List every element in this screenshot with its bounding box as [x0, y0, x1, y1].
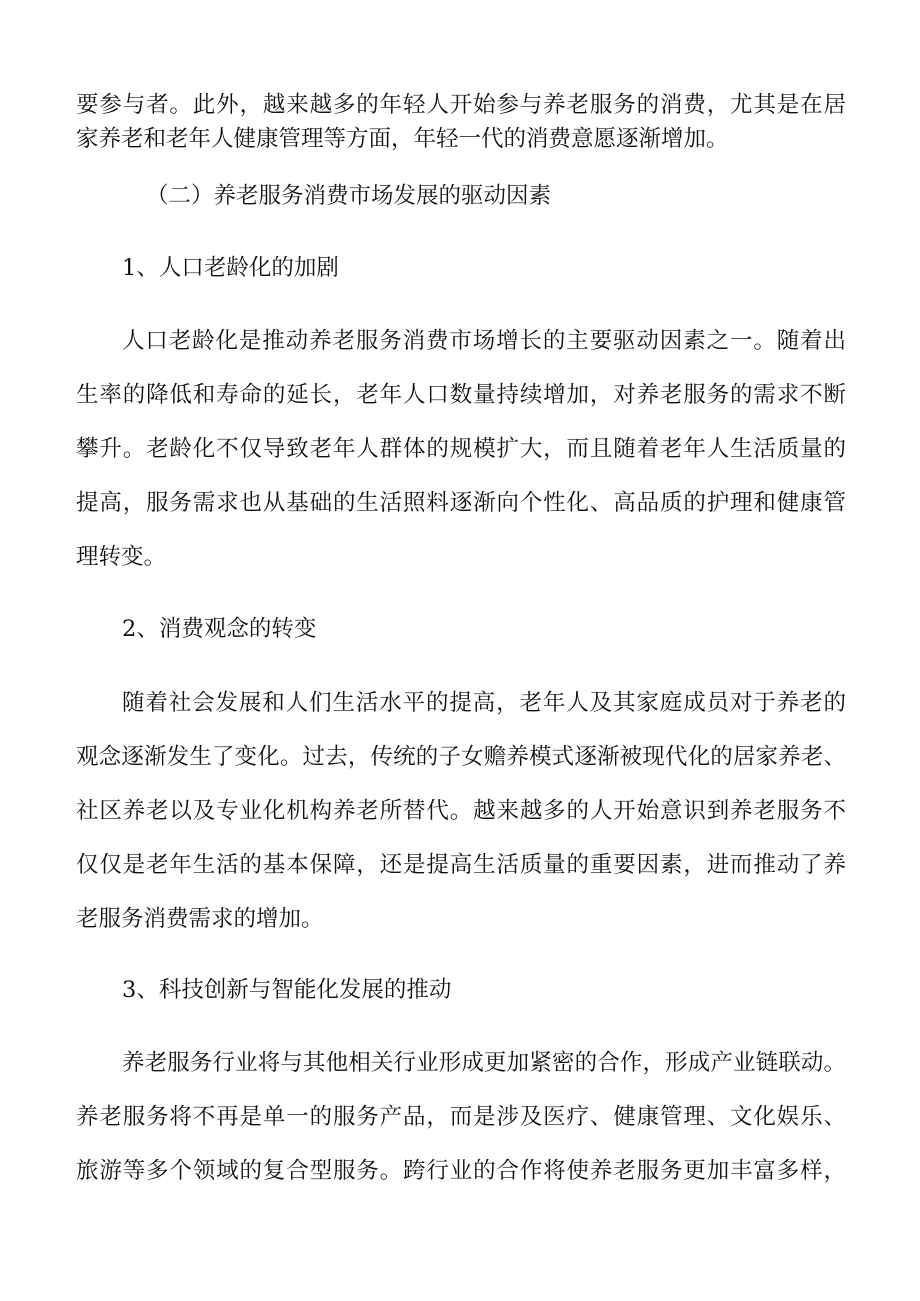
paragraph-line: 理转变。: [76, 544, 167, 570]
paragraph-line: 人口老龄化是推动养老服务消费市场增长的主要驱动因素之一。随着出: [122, 328, 846, 354]
paragraph-line: 社区养老以及专业化机构养老所替代。越来越多的人开始意识到养老服务不: [76, 798, 846, 824]
section-heading: （二）养老服务消费市场发展的驱动因素: [146, 183, 552, 209]
paragraph-line: 生率的降低和寿命的延长，老年人口数量持续增加，对养老服务的需求不断: [76, 382, 846, 408]
paragraph-line: 老服务消费需求的增加。: [76, 906, 324, 932]
paragraph-line: 要参与者。此外，越来越多的年轻人开始参与养老服务的消费，尤其是在居: [76, 92, 846, 118]
paragraph-line: 攀升。老龄化不仅导致老年人群体的规模扩大，而且随着老年人生活质量的: [76, 436, 846, 462]
paragraph-line: 观念逐渐发生了变化。过去，传统的子女赡养模式逐渐被现代化的居家养老、: [76, 744, 846, 770]
paragraph-line: 仅仅是老年生活的基本保障，还是提高生活质量的重要因素，进而推动了养: [76, 852, 846, 878]
subsection-heading-2: 2、消费观念的转变: [122, 616, 317, 642]
paragraph-line: 养老服务将不再是单一的服务产品，而是涉及医疗、健康管理、文化娱乐、: [76, 1104, 846, 1130]
subsection-heading-1: 1、人口老龄化的加剧: [122, 255, 339, 281]
paragraph-line: 养老服务行业将与其他相关行业形成更加紧密的合作，形成产业链联动。: [122, 1050, 846, 1076]
paragraph-line: 旅游等多个领域的复合型服务。跨行业的合作将使养老服务更加丰富多样，: [76, 1158, 846, 1184]
subsection-heading-3: 3、科技创新与智能化发展的推动: [122, 977, 452, 1003]
paragraph-line: 家养老和老年人健康管理等方面，年轻一代的消费意愿逐渐增加。: [76, 126, 729, 152]
paragraph-line: 提高，服务需求也从基础的生活照料逐渐向个性化、高品质的护理和健康管: [76, 490, 846, 516]
paragraph-line: 随着社会发展和人们生活水平的提高，老年人及其家庭成员对于养老的: [122, 690, 846, 716]
